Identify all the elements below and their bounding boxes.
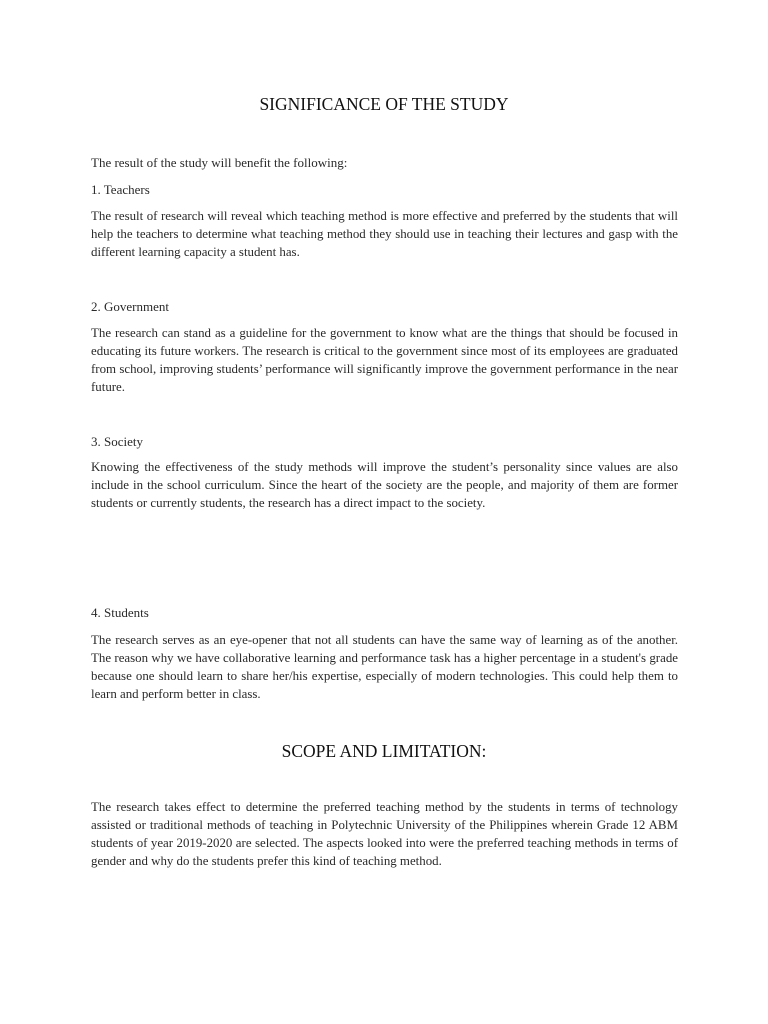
item-body-government: The research can stand as a guideline for the government to know what are the things that should be focused in educating its future workers. The research is critical to the government since most of its employees are graduated from school, improving students’ performance will significantly improve the government performance in the near future. xyxy=(91,326,678,394)
item-heading-teachers: 1. Teachers xyxy=(91,182,150,197)
scope-body: The research takes effect to determine the preferred teaching method by the students in terms of technology assisted or traditional methods of teaching in Polytechnic University of the Philippines wherein Grade 12 ABM students of year 2019-2020 are selected. The aspects looked into were the preferred teaching methods in terms of gender and why do the students prefer this kind of teaching method. xyxy=(91,800,678,868)
scope-title: SCOPE AND LIMITATION: xyxy=(281,741,487,761)
item-heading-students: 4. Students xyxy=(91,605,149,620)
item-heading-government: 2. Government xyxy=(91,299,169,314)
significance-title: SIGNIFICANCE OF THE STUDY xyxy=(259,94,509,114)
item-heading-society: 3. Society xyxy=(91,434,143,449)
significance-intro: The result of the study will benefit the following: xyxy=(91,155,348,170)
item-body-society: Knowing the effectiveness of the study methods will improve the student’s personality since values are also include in the school curriculum. Since the heart of the society are the people, and majority of them are former students or currently students, the research has a direct impact to the society. xyxy=(91,460,678,510)
item-body-teachers: The result of research will reveal which teaching method is more effective and preferred by the students that will help the teachers to determine what teaching method they should use in teaching their lectures and gasp with the different learning capacity a student has. xyxy=(91,209,678,259)
item-body-students: The research serves as an eye-opener that not all students can have the same way of learning as of the another. The reason why we have collaborative learning and performance task has a higher percentage in a student's grade because one should learn to share her/his expertise, especially of modern technologies. This could help them to learn and perform better in class. xyxy=(91,633,678,701)
